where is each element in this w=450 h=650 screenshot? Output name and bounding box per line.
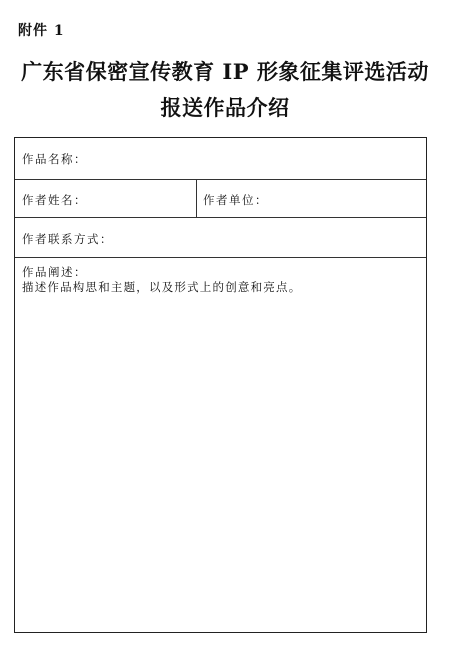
work-name-label: 作品名称： [22, 152, 87, 166]
attachment-label: 附件 1 [18, 23, 65, 39]
cell-divider [196, 180, 197, 217]
document-subtitle: 报送作品介绍 [160, 95, 290, 120]
work-description-row [15, 258, 426, 631]
author-contact-label: 作者联系方式： [22, 232, 113, 246]
author-info-row [15, 180, 426, 218]
work-name-row [15, 138, 426, 180]
description-hint: 描述作品构思和主题，以及形式上的创意和亮点。 [22, 280, 302, 294]
description-label: 作品阐述： [22, 265, 87, 279]
author-contact-row [15, 218, 426, 258]
submission-form-table [14, 137, 427, 633]
author-unit-label: 作者单位： [203, 193, 268, 207]
author-name-label: 作者姓名： [22, 193, 87, 207]
document-title: 广东省保密宣传教育 IP 形象征集评选活动 [21, 59, 429, 84]
